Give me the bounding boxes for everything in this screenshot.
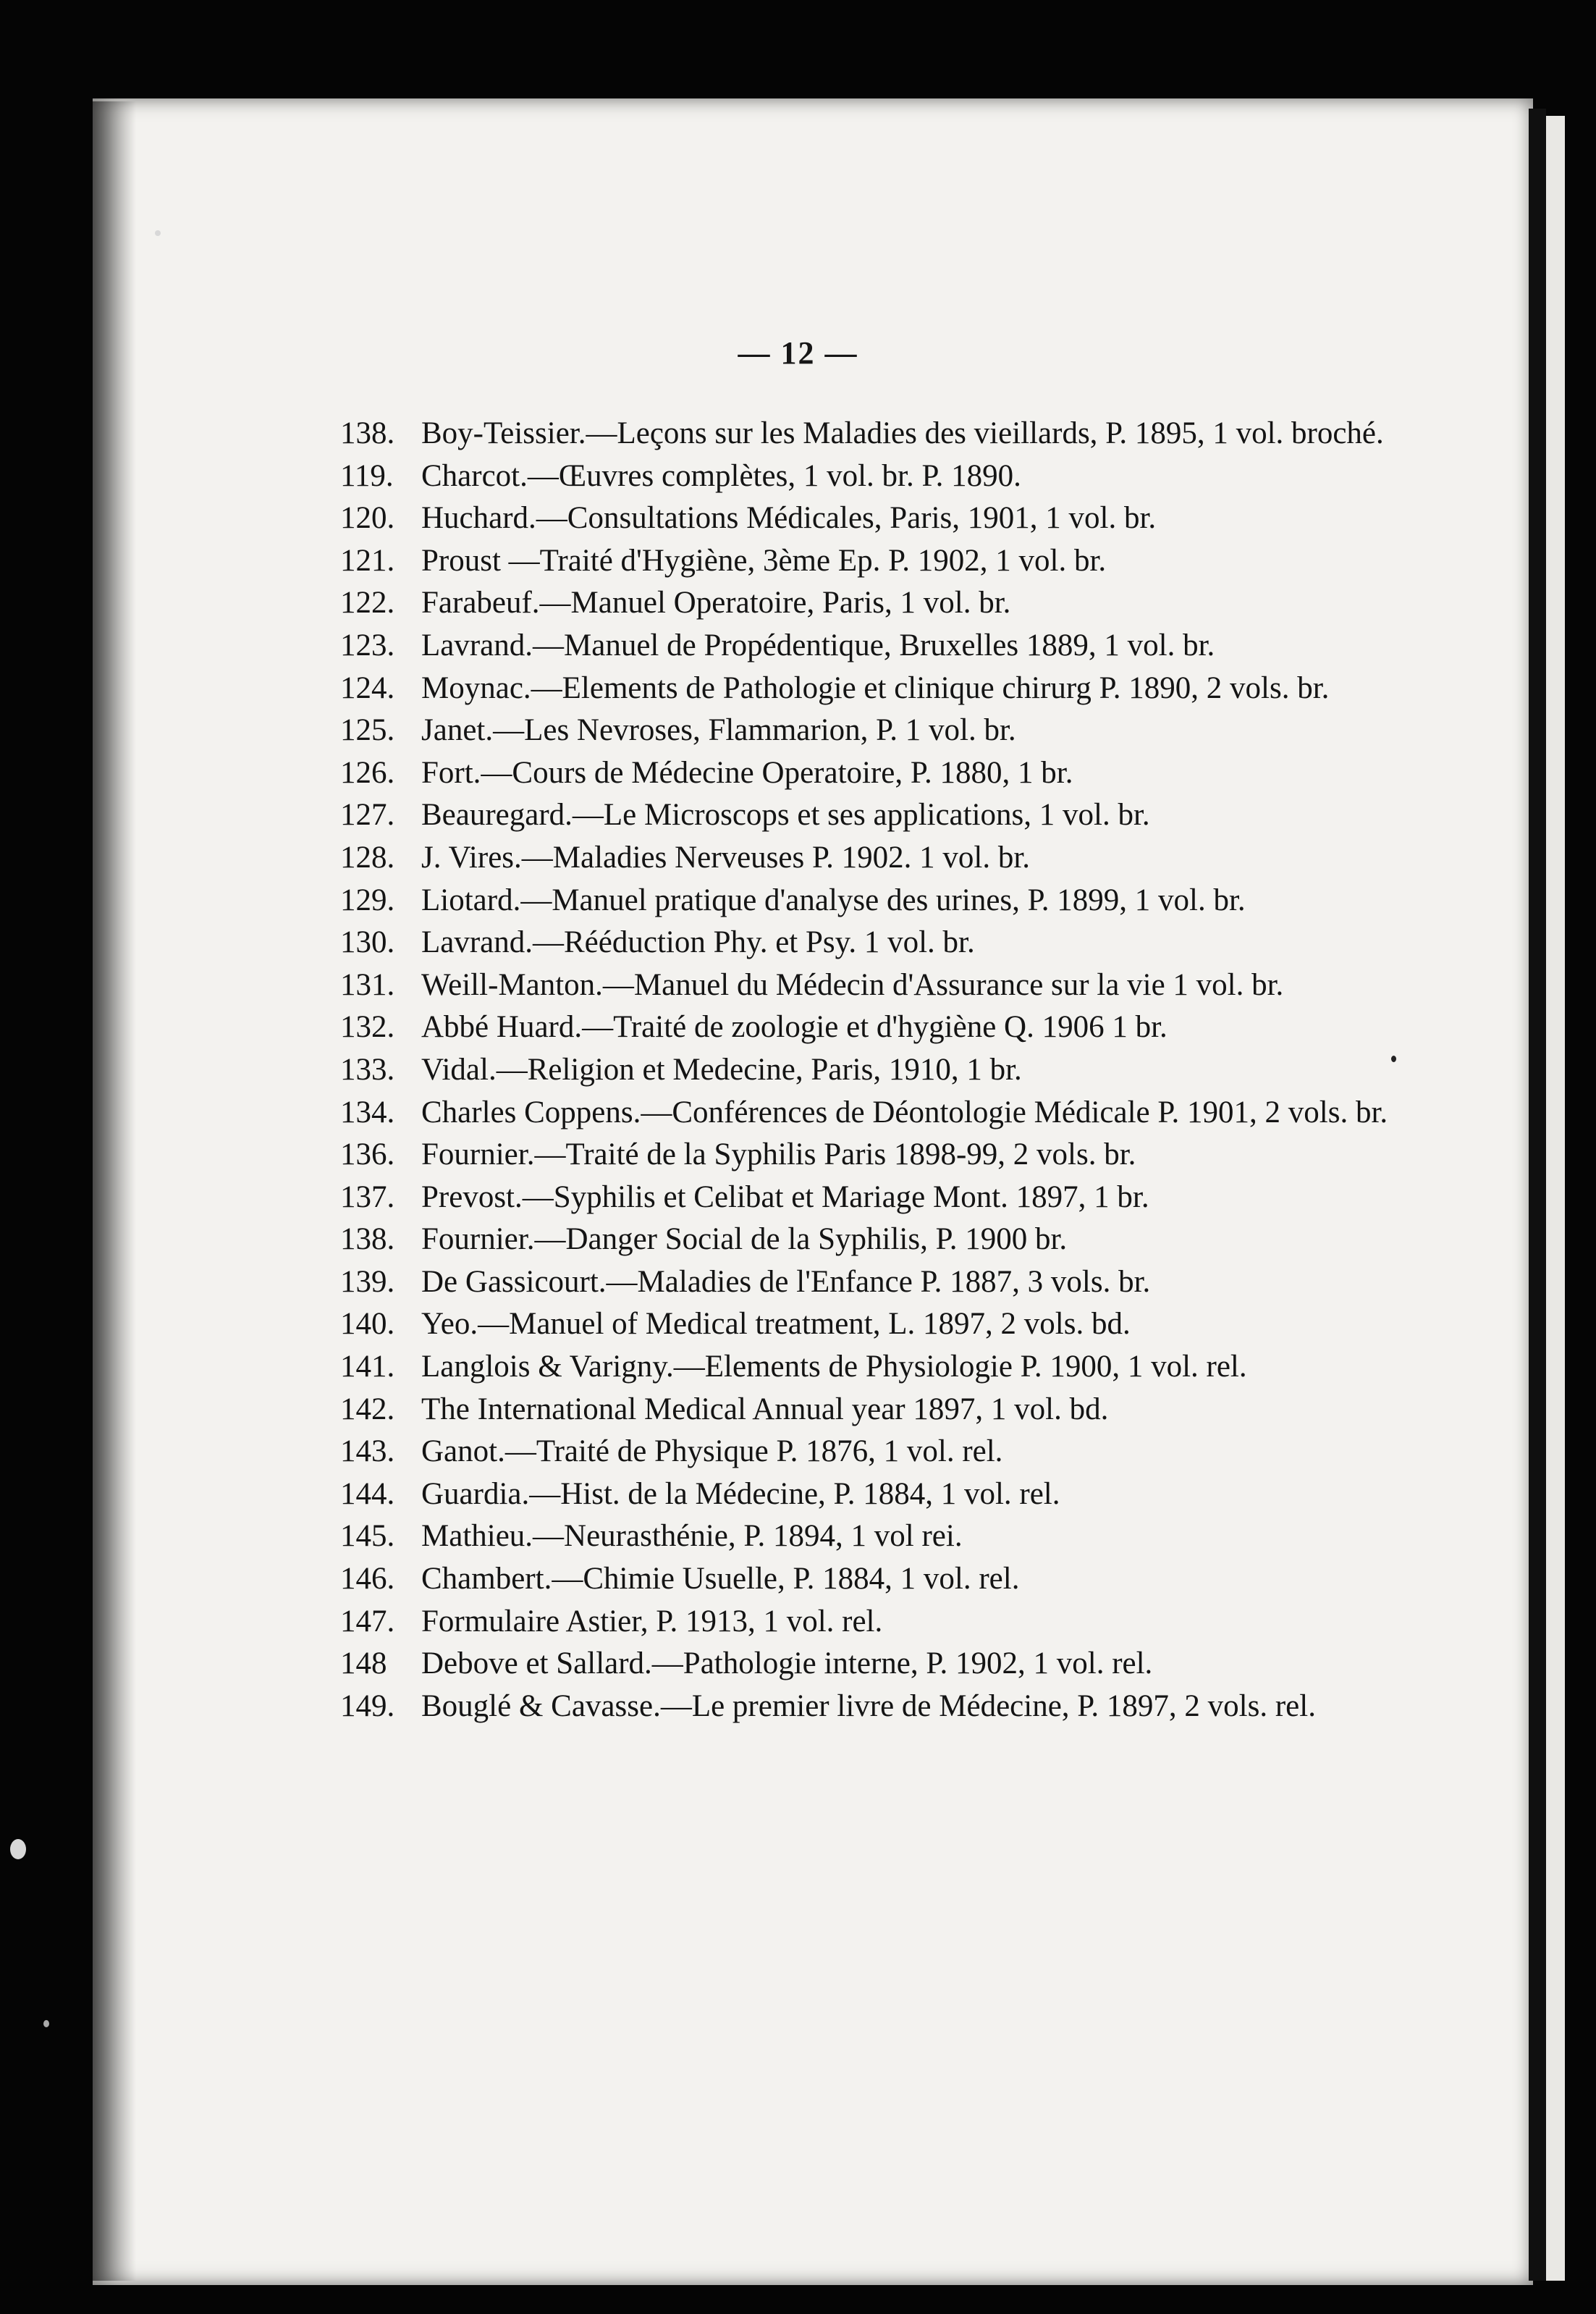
entry-text: Fournier.—Danger Social de la Syphilis, P. 1900 br. (421, 1222, 1068, 1257)
catalog-entry (340, 837, 1397, 880)
entry-number: 138. (340, 416, 395, 450)
entry-text: Prevost.—Syphilis et Celibat et Mariage Mont. 1897, 1 br. (421, 1179, 1149, 1214)
entry-number: 146. (340, 1562, 395, 1596)
entry-text: De Gassicourt.—Maladies de l'Enfance P. 1887, 3 vols. br. (421, 1264, 1151, 1299)
entry-text: Farabeuf.—Manuel Operatoire, Paris, 1 vol. br. (421, 586, 1011, 620)
page-number: — 12 — (738, 335, 858, 371)
entry-text: Formulaire Astier, P. 1913, 1 vol. rel. (421, 1604, 883, 1638)
catalog-entry (340, 922, 1397, 964)
entry-number: 144. (340, 1476, 395, 1511)
catalog-entry (340, 1261, 1397, 1304)
catalog-entry (340, 1006, 1397, 1049)
page-gutter (1529, 109, 1546, 2281)
catalog-entry (340, 1473, 1397, 1516)
entry-text: Huchard.—Consultations Médicales, Paris, 1901, 1 vol. br. (421, 501, 1157, 536)
entry-number: 137. (340, 1179, 395, 1214)
catalog-entry (340, 1177, 1397, 1219)
entry-number: 119. (340, 458, 394, 493)
entry-number: 136. (340, 1137, 395, 1172)
dust-speck (10, 1839, 26, 1859)
entry-text: Lavrand.—Manuel de Propédentique, Bruxelles 1889, 1 vol. br. (421, 628, 1215, 662)
catalog-entry (340, 1219, 1397, 1261)
entry-number: 125. (340, 713, 395, 748)
entry-number: 139. (340, 1264, 395, 1299)
entry-text: Fort.—Cours de Médecine Operatoire, P. 1880, 1 br. (421, 755, 1073, 790)
catalog-entry (340, 497, 1397, 540)
entry-text: Moynac.—Elements de Pathologie et clinique chirurg P. 1890, 2 vols. br. (421, 670, 1330, 705)
catalog-entry (340, 1092, 1397, 1135)
entry-text: Guardia.—Hist. de la Médecine, P. 1884, 1 vol. rel. (421, 1476, 1060, 1511)
entry-number: 122. (340, 586, 395, 620)
entry-text: Abbé Huard.—Traité de zoologie et d'hygiène Q. 1906 1 br. (421, 1010, 1168, 1045)
entry-number: 128. (340, 840, 395, 875)
entry-text: Yeo.—Manuel of Medical treatment, L. 1897, 2 vols. bd. (421, 1307, 1131, 1342)
entry-number: 134. (340, 1095, 395, 1129)
entry-number: 142. (340, 1392, 395, 1426)
entry-text: Proust —Traité d'Hygiène, 3ème Ep. P. 1902, 1 vol. br. (421, 543, 1107, 578)
catalog-entry (340, 1049, 1397, 1092)
entry-number: 147. (340, 1604, 395, 1638)
catalog-entry (340, 1431, 1397, 1473)
catalog-entry (340, 582, 1397, 625)
binding-shadow (93, 101, 136, 2281)
entry-text: Chambert.—Chimie Usuelle, P. 1884, 1 vol. rel. (421, 1562, 1020, 1596)
entry-number: 145. (340, 1519, 395, 1554)
entry-number: 133. (340, 1052, 395, 1087)
entry-text: Vidal.—Religion et Medecine, Paris, 1910, 1 br. (421, 1052, 1022, 1087)
entry-number: 127. (340, 798, 395, 833)
entry-number: 126. (340, 755, 395, 790)
entry-number: 129. (340, 883, 395, 917)
catalog-entry (340, 1643, 1397, 1686)
entry-text: Boy-Teissier.—Leçons sur les Maladies des vieillards, P. 1895, 1 vol. broché. (421, 416, 1384, 450)
catalog-entry (340, 752, 1397, 795)
entry-number: 124. (340, 670, 395, 705)
catalog-entry (340, 455, 1397, 498)
entry-number: 141. (340, 1350, 395, 1384)
catalog-entry (340, 1303, 1397, 1346)
entry-number: 149. (340, 1688, 395, 1723)
catalog-entry (340, 710, 1397, 752)
dust-speck (43, 2020, 49, 2027)
catalog-entry (340, 625, 1397, 668)
catalog-entry (340, 880, 1397, 922)
catalog-entry (340, 794, 1397, 837)
catalog-entry (340, 1389, 1397, 1431)
entry-number: 121. (340, 543, 395, 578)
entry-text: Langlois & Varigny.—Elements de Physiologie P. 1900, 1 vol. rel. (421, 1350, 1247, 1384)
entry-number: 148 (340, 1646, 387, 1681)
catalog-list (340, 413, 1397, 1728)
catalog-entry (340, 964, 1397, 1007)
catalog-entry (340, 1558, 1397, 1601)
facing-page-edge (1546, 116, 1565, 2281)
entry-number: 131. (340, 967, 395, 1002)
entry-text: J. Vires.—Maladies Nerveuses P. 1902. 1 vol. br. (421, 840, 1031, 875)
entry-text: Charles Coppens.—Conférences de Déontologie Médicale P. 1901, 2 vols. br. (421, 1095, 1388, 1129)
entry-text: Janet.—Les Nevroses, Flammarion, P. 1 vol. br. (421, 713, 1016, 748)
catalog-entry (340, 1601, 1397, 1644)
entry-text: Weill-Manton.—Manuel du Médecin d'Assurance sur la vie 1 vol. br. (421, 967, 1284, 1002)
entry-text: Liotard.—Manuel pratique d'analyse des urines, P. 1899, 1 vol. br. (421, 883, 1246, 917)
entry-text: Ganot.—Traité de Physique P. 1876, 1 vol. rel. (421, 1434, 1003, 1469)
entry-number: 138. (340, 1222, 395, 1257)
catalog-entry (340, 1686, 1397, 1728)
catalog-entry (340, 1134, 1397, 1177)
entry-text: Lavrand.—Rééduction Phy. et Psy. 1 vol. br. (421, 925, 975, 960)
entry-text: Charcot.—Œuvres complètes, 1 vol. br. P. 1890. (421, 458, 1021, 493)
catalog-entry (340, 1515, 1397, 1558)
entry-number: 123. (340, 628, 395, 662)
entry-number: 140. (340, 1307, 395, 1342)
catalog-entry (340, 540, 1397, 583)
entry-text: Fournier.—Traité de la Syphilis Paris 1898-99, 2 vols. br. (421, 1137, 1136, 1172)
entry-number: 120. (340, 501, 395, 536)
dust-speck (155, 230, 161, 236)
entry-text: Bouglé & Cavasse.—Le premier livre de Médecine, P. 1897, 2 vols. rel. (421, 1688, 1316, 1723)
entry-text: Debove et Sallard.—Pathologie interne, P. 1902, 1 vol. rel. (421, 1646, 1153, 1681)
catalog-entry (340, 668, 1397, 710)
entry-number: 132. (340, 1010, 395, 1045)
entry-text: The International Medical Annual year 1897, 1 vol. bd. (421, 1392, 1109, 1426)
entry-text: Mathieu.—Neurasthénie, P. 1894, 1 vol rei. (421, 1519, 963, 1554)
catalog-entry (340, 1346, 1397, 1389)
entry-text: Beauregard.—Le Microscops et ses applications, 1 vol. br. (421, 798, 1150, 833)
catalog-entry (340, 413, 1397, 455)
entry-number: 130. (340, 925, 395, 960)
entry-number: 143. (340, 1434, 395, 1469)
